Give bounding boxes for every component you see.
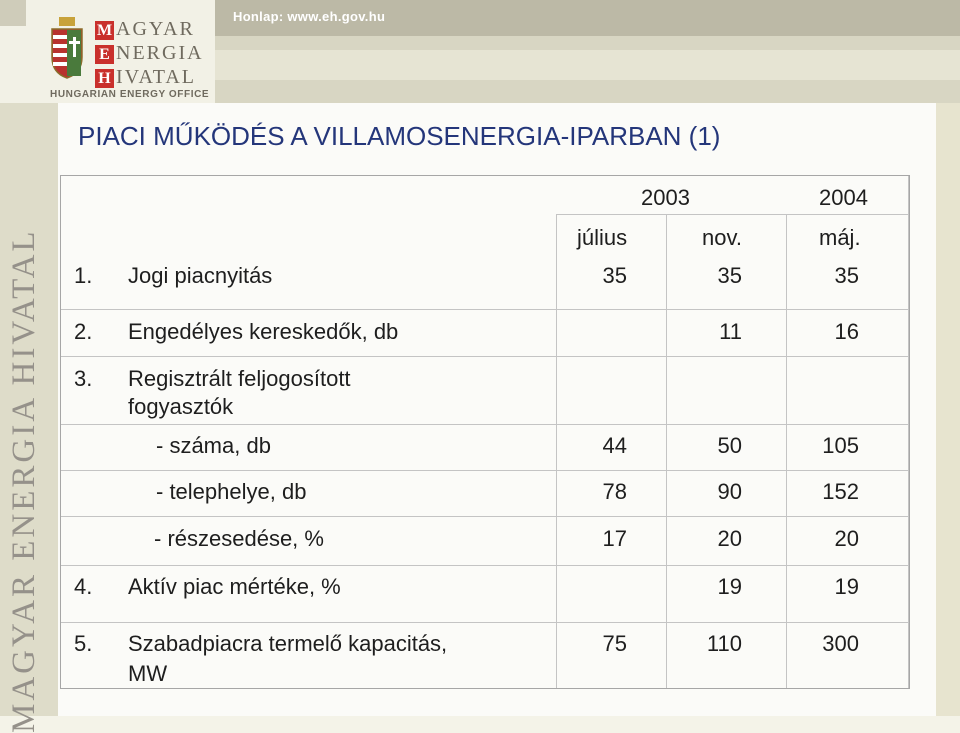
row-label: Engedélyes kereskedők, db bbox=[128, 319, 399, 344]
col-divider bbox=[908, 176, 909, 688]
row-divider bbox=[61, 356, 908, 357]
vertical-watermark: MAGYAR ENERGIA HIVATAL bbox=[6, 228, 42, 733]
row-number: 3. bbox=[74, 366, 93, 391]
row-divider bbox=[61, 424, 908, 425]
logo-wordmark bbox=[95, 17, 204, 89]
logo-corner bbox=[0, 0, 26, 26]
row-label: Jogi piacnyitás bbox=[128, 263, 273, 288]
cell-value: 300 bbox=[822, 631, 859, 656]
cell-value: 110 bbox=[706, 631, 742, 656]
cell-value: 50 bbox=[717, 433, 742, 458]
cell-value: 17 bbox=[602, 526, 627, 551]
year-2004: 2004 bbox=[819, 185, 868, 210]
row-label-line2: fogyasztók bbox=[128, 394, 234, 419]
cell-value: 20 bbox=[717, 526, 742, 551]
cell-value: 16 bbox=[834, 319, 859, 344]
logo-line-3: H IVATAL bbox=[95, 65, 204, 89]
logo-line-1: M AGYAR bbox=[96, 18, 195, 40]
row-number: 1. bbox=[74, 263, 93, 288]
cell-value: 35 bbox=[834, 263, 859, 288]
cell-value: 78 bbox=[602, 479, 627, 504]
cell-value: 44 bbox=[602, 433, 627, 458]
row-label: - részesedése, % bbox=[154, 526, 324, 551]
cell-value: 152 bbox=[822, 479, 859, 504]
period-nov: nov. bbox=[702, 225, 742, 250]
cell-value: 35 bbox=[602, 263, 627, 288]
left-band bbox=[0, 103, 58, 733]
cell-value: 75 bbox=[602, 631, 627, 656]
year-2003: 2003 bbox=[641, 185, 690, 210]
row-divider bbox=[61, 565, 908, 566]
logo-line-2-text: NERGIA bbox=[116, 42, 204, 64]
row-divider bbox=[61, 516, 908, 517]
homepage-bar bbox=[215, 0, 960, 36]
row-label-line1: Szabadpiacra termelő kapacitás, bbox=[128, 631, 448, 656]
period-maj: máj. bbox=[819, 225, 861, 250]
cell-value: 20 bbox=[834, 526, 859, 551]
logo-line-1-text: AGYAR bbox=[116, 18, 195, 40]
coat-of-arms-icon bbox=[50, 17, 84, 79]
cell-value: 19 bbox=[834, 574, 859, 599]
homepage-link[interactable]: Honlap: www.eh.gov.hu bbox=[233, 9, 386, 24]
row-number: 2. bbox=[74, 319, 93, 344]
row-number: 4. bbox=[74, 574, 93, 599]
row-divider bbox=[61, 470, 908, 471]
header-stripe bbox=[215, 50, 960, 80]
page-title: PIACI MŰKÖDÉS A VILLAMOSENERGIA-IPARBAN (1) bbox=[78, 121, 721, 151]
cell-value: 11 bbox=[719, 319, 742, 344]
right-band bbox=[936, 103, 960, 716]
row-label-line2: MW bbox=[128, 661, 168, 686]
row-divider bbox=[556, 214, 908, 215]
row-divider bbox=[61, 309, 908, 310]
row-divider bbox=[61, 622, 908, 623]
row-label-line1: Regisztrált feljogosított bbox=[128, 366, 351, 391]
row-number: 5. bbox=[74, 631, 93, 656]
cell-value: 105 bbox=[822, 433, 859, 458]
cell-value: 19 bbox=[717, 574, 742, 599]
cell-value: 90 bbox=[717, 479, 742, 504]
logo-english: HUNGARIAN ENERGY OFFICE bbox=[50, 89, 210, 100]
row-label: Aktív piac mértéke, % bbox=[128, 574, 341, 599]
row-label: - telephelye, db bbox=[156, 479, 307, 504]
logo-line-2: E NERGIA bbox=[95, 41, 204, 65]
logo bbox=[0, 0, 215, 103]
period-julius: július bbox=[577, 225, 628, 250]
logo-line-3-text: IVATAL bbox=[116, 66, 197, 88]
cell-value: 35 bbox=[717, 263, 742, 288]
row-label: - száma, db bbox=[156, 433, 271, 458]
data-table bbox=[60, 175, 910, 689]
